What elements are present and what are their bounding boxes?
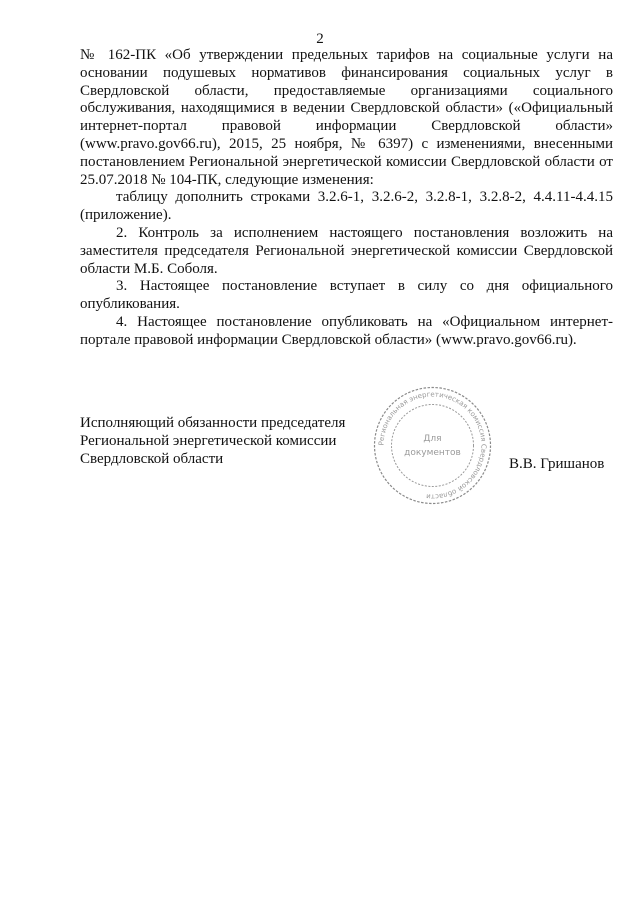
paragraph-item-3: 3. Настоящее постановление вступает в силу со дня официального опубликования.: [80, 278, 613, 313]
official-stamp-seal: [370, 383, 495, 508]
svg-text:Региональная энергетическая ко: [377, 390, 487, 500]
stamp-seal-graphic: [370, 383, 495, 508]
signature-block: [80, 415, 345, 468]
signatory-title-line-3: Свердловской области: [80, 450, 224, 467]
paragraph-continuation: № 162-ПК «Об утверждении предельных тарифов на социальные услуги на основании подушевых нормативов финансирования социальных услуг в Свердловской области, предоставляемые организациями социального обслуживания, находящимися в ведении Свердловской области» («Официальный интернет-портал правовой информации Свердловской области» (www.pravo.gov66.ru), 2015, 25 ноября, № 6397) с изменениями, внесенными постановлением Региональной энергетической комиссии Свердловской области от 25.07.2018 № 104-ПК, следующие изменения:: [80, 47, 613, 188]
signatory-title-line-1: Исполняющий обязанности председателя: [80, 415, 346, 431]
document-body: [80, 47, 613, 350]
paragraph-item-4: 4. Настоящее постановление опубликовать на «Официальном интернет-портале правовой информации Свердловской области» (www.pravo.gov66.ru).: [80, 313, 613, 348]
stamp-center-text-upper: Для: [423, 434, 442, 444]
paragraph-table-addition: таблицу дополнить строками 3.2.6-1, 3.2.6-2, 3.2.8-1, 3.2.8-2, 4.4.11-4.4.15 (приложение).: [80, 189, 613, 224]
paragraph-item-2: 2. Контроль за исполнением настоящего постановления возложить на заместителя председателя Региональной энергетической комиссии Свердловской области М.Б. Соболя.: [80, 224, 613, 277]
signatory-title-line-2: Региональной энергетической комиссии: [80, 432, 337, 449]
stamp-ring-text: Региональная энергетическая комиссия Свердловской области: [377, 390, 488, 501]
stamp-center-text-lower: документов: [404, 448, 461, 458]
signatory-name: В.В. Гришанов: [509, 456, 605, 472]
page-number: 2: [316, 31, 324, 47]
